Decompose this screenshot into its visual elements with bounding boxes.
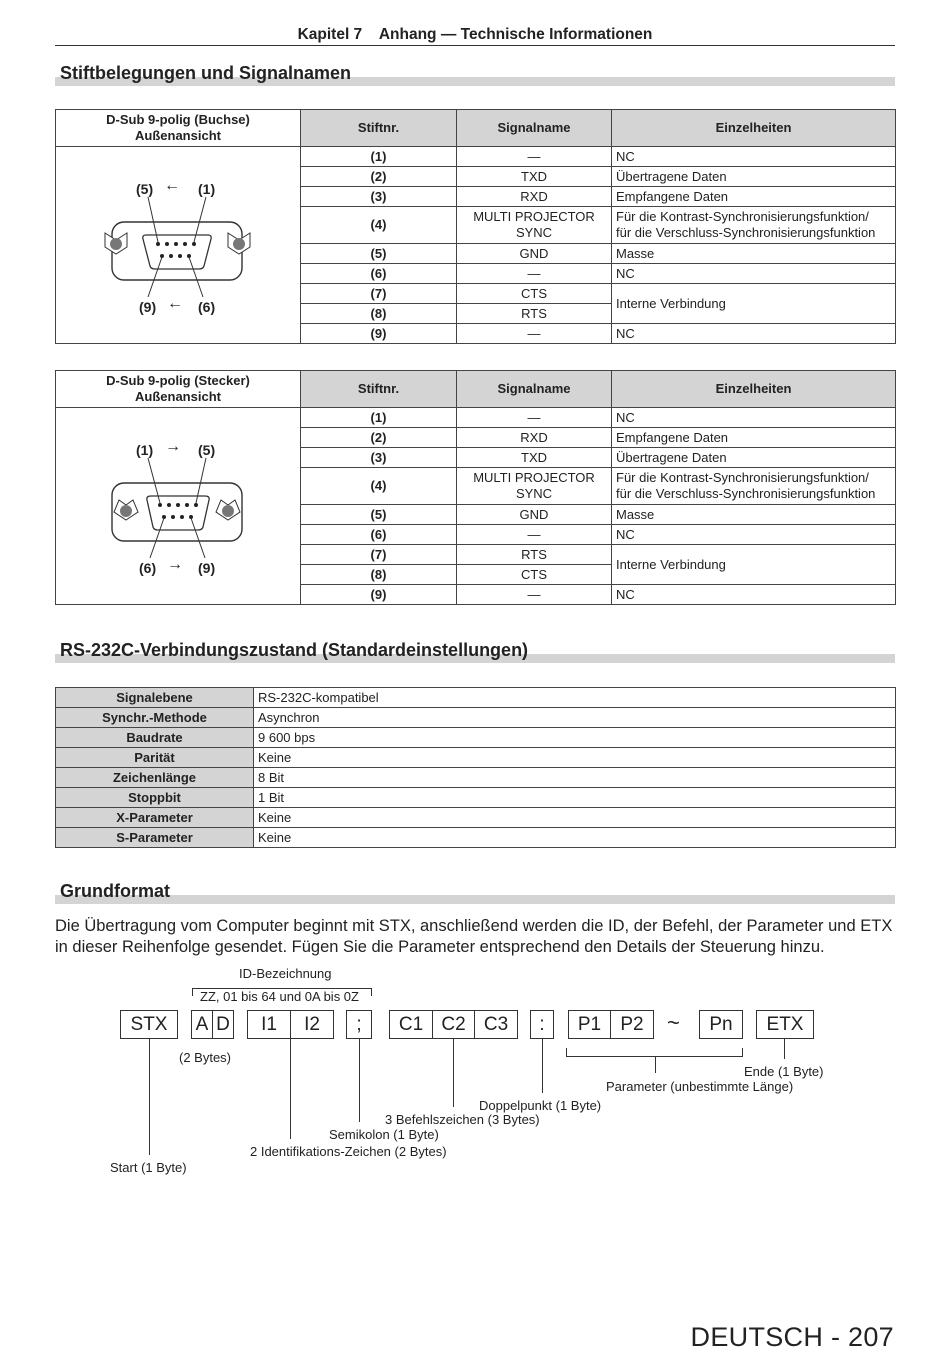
signal-name: MULTI PROJECTOR SYNC bbox=[457, 207, 612, 244]
col-header: Stiftnr. bbox=[301, 110, 457, 147]
col-header: Einzelheiten bbox=[612, 371, 896, 408]
pin-detail: NC bbox=[612, 585, 896, 605]
box-c1: C1 bbox=[389, 1010, 433, 1039]
pin-detail: Für die Kontrast-Synchronisierungsfunktion/ für die Verschluss-Synchronisierungsfunktion bbox=[612, 207, 896, 244]
semikolon-label: Semikolon (1 Byte) bbox=[329, 1127, 439, 1142]
start-label: Start (1 Byte) bbox=[110, 1160, 187, 1175]
signal-name: CTS bbox=[457, 284, 612, 304]
setting-key: Baudrate bbox=[56, 728, 254, 748]
befehl-label: 3 Befehlszeichen (3 Bytes) bbox=[385, 1112, 540, 1127]
signal-name: RXD bbox=[457, 428, 612, 448]
box-pn: Pn bbox=[699, 1010, 743, 1039]
pin-number: (5) bbox=[301, 244, 457, 264]
ende-label: Ende (1 Byte) bbox=[744, 1064, 824, 1079]
pin-detail: Masse bbox=[612, 505, 896, 525]
box-c3: C3 bbox=[474, 1010, 518, 1039]
connector-illustration: (5) ← (1) (9) ← (6) bbox=[56, 147, 301, 344]
col-header: Signalname bbox=[457, 371, 612, 408]
pin-number: (4) bbox=[301, 207, 457, 244]
pin-detail: Empfangene Daten bbox=[612, 428, 896, 448]
two-bytes-label: (2 Bytes) bbox=[179, 1050, 232, 1065]
col-header: Einzelheiten bbox=[612, 110, 896, 147]
pin-number: (9) bbox=[301, 585, 457, 605]
id-label: ID-Bezeichnung bbox=[239, 966, 332, 981]
pin-number: (9) bbox=[301, 324, 457, 344]
section-title: Grundformat bbox=[60, 881, 170, 901]
pin-detail: Übertragene Daten bbox=[612, 167, 896, 187]
box-semicolon: ; bbox=[346, 1010, 372, 1039]
pin-number: (1) bbox=[301, 408, 457, 428]
signal-name: — bbox=[457, 264, 612, 284]
box-d: D bbox=[212, 1010, 234, 1039]
box-etx: ETX bbox=[756, 1010, 814, 1039]
pin-detail: Empfangene Daten bbox=[612, 187, 896, 207]
connector-illustration: (1) → (5) (6) → (9) bbox=[56, 408, 301, 605]
box-p1: P1 bbox=[568, 1010, 611, 1039]
ident-label: 2 Identifikations-Zeichen (2 Bytes) bbox=[250, 1144, 447, 1159]
pin-detail: Übertragene Daten bbox=[612, 448, 896, 468]
id-range: ZZ, 01 bis 64 und 0A bis 0Z bbox=[200, 989, 359, 1004]
box-p2: P2 bbox=[610, 1010, 654, 1039]
setting-key: Synchr.-Methode bbox=[56, 708, 254, 728]
connector-title: D-Sub 9-polig (Stecker) Außenansicht bbox=[56, 371, 301, 408]
signal-name: — bbox=[457, 147, 612, 167]
signal-name: TXD bbox=[457, 448, 612, 468]
signal-name: — bbox=[457, 408, 612, 428]
section-title: RS-232C-Verbindungszustand (Standardeinstellungen) bbox=[60, 640, 529, 660]
box-c2: C2 bbox=[432, 1010, 475, 1039]
section-heading-format bbox=[55, 880, 895, 904]
parameter-label: Parameter (unbestimmte Länge) bbox=[606, 1079, 794, 1094]
pin-number: (8) bbox=[301, 304, 457, 324]
setting-value: 1 Bit bbox=[254, 788, 896, 808]
pin-detail: Für die Kontrast-Synchronisierungsfunktion/ für die Verschluss-Synchronisierungsfunktion bbox=[612, 468, 896, 505]
pin-number: (7) bbox=[301, 284, 457, 304]
pin-detail: NC bbox=[612, 408, 896, 428]
setting-value: Asynchron bbox=[254, 708, 896, 728]
setting-value: Keine bbox=[254, 748, 896, 768]
signal-name: GND bbox=[457, 505, 612, 525]
pin-number: (3) bbox=[301, 187, 457, 207]
pin-detail: NC bbox=[612, 324, 896, 344]
signal-name: CTS bbox=[457, 565, 612, 585]
box-stx: STX bbox=[120, 1010, 178, 1039]
section-heading-pins bbox=[55, 62, 895, 86]
pin-number: (7) bbox=[301, 545, 457, 565]
setting-key: X-Parameter bbox=[56, 808, 254, 828]
pin-number: (4) bbox=[301, 468, 457, 505]
tilde: ~ bbox=[667, 1010, 680, 1035]
signal-name: — bbox=[457, 324, 612, 344]
rs232-settings-table bbox=[55, 687, 896, 848]
pin-detail: NC bbox=[612, 264, 896, 284]
dsub-male-icon bbox=[56, 408, 301, 608]
setting-key: Parität bbox=[56, 748, 254, 768]
pin-number: (2) bbox=[301, 428, 457, 448]
setting-value: 8 Bit bbox=[254, 768, 896, 788]
pin-number: (1) bbox=[301, 147, 457, 167]
pin-number: (8) bbox=[301, 565, 457, 585]
box-colon: : bbox=[530, 1010, 554, 1039]
setting-value: Keine bbox=[254, 828, 896, 848]
pin-number: (6) bbox=[301, 264, 457, 284]
setting-key: S-Parameter bbox=[56, 828, 254, 848]
connector-title: D-Sub 9-polig (Buchse) Außenansicht bbox=[56, 110, 301, 147]
signal-name: MULTI PROJECTOR SYNC bbox=[457, 468, 612, 505]
setting-key: Stoppbit bbox=[56, 788, 254, 808]
setting-value: RS-232C-kompatibel bbox=[254, 688, 896, 708]
pin-detail: Interne Verbindung bbox=[612, 545, 896, 585]
setting-value: Keine bbox=[254, 808, 896, 828]
box-a: A bbox=[191, 1010, 213, 1039]
doppelpunkt-label: Doppelpunkt (1 Byte) bbox=[479, 1098, 602, 1113]
signal-name: GND bbox=[457, 244, 612, 264]
box-i2: I2 bbox=[290, 1010, 334, 1039]
pin-detail: Interne Verbindung bbox=[612, 284, 896, 324]
pin-number: (5) bbox=[301, 505, 457, 525]
setting-key: Signalebene bbox=[56, 688, 254, 708]
signal-name: RXD bbox=[457, 187, 612, 207]
signal-name: — bbox=[457, 585, 612, 605]
pin-table-male bbox=[55, 370, 896, 605]
signal-name: RTS bbox=[457, 304, 612, 324]
format-description: Die Übertragung vom Computer beginnt mit STX, anschließend werden die ID, der Befehl, der Parameter und ETX in dieser Reihenfolge gesendet. Fügen Sie die Parameter entsprechend den Details der Steuerung hinzu. bbox=[55, 917, 893, 956]
section-heading-rs232 bbox=[55, 639, 895, 663]
dsub-female-icon bbox=[56, 147, 301, 347]
pin-detail: NC bbox=[612, 525, 896, 545]
signal-name: — bbox=[457, 525, 612, 545]
section-title: Stiftbelegungen und Signalnamen bbox=[60, 63, 352, 83]
box-i1: I1 bbox=[247, 1010, 291, 1039]
setting-key: Zeichenlänge bbox=[56, 768, 254, 788]
pin-number: (3) bbox=[301, 448, 457, 468]
pin-number: (2) bbox=[301, 167, 457, 187]
pin-detail: Masse bbox=[612, 244, 896, 264]
signal-name: RTS bbox=[457, 545, 612, 565]
chapter-header: Kapitel 7 Anhang — Technische Informationen bbox=[297, 26, 653, 43]
pin-number: (6) bbox=[301, 525, 457, 545]
col-header: Stiftnr. bbox=[301, 371, 457, 408]
pin-table-female bbox=[55, 109, 896, 344]
pin-detail: NC bbox=[612, 147, 896, 167]
signal-name: TXD bbox=[457, 167, 612, 187]
setting-value: 9 600 bps bbox=[254, 728, 896, 748]
page-footer: DEUTSCH - 207 bbox=[690, 1322, 894, 1352]
col-header: Signalname bbox=[457, 110, 612, 147]
header-rule bbox=[55, 45, 895, 46]
